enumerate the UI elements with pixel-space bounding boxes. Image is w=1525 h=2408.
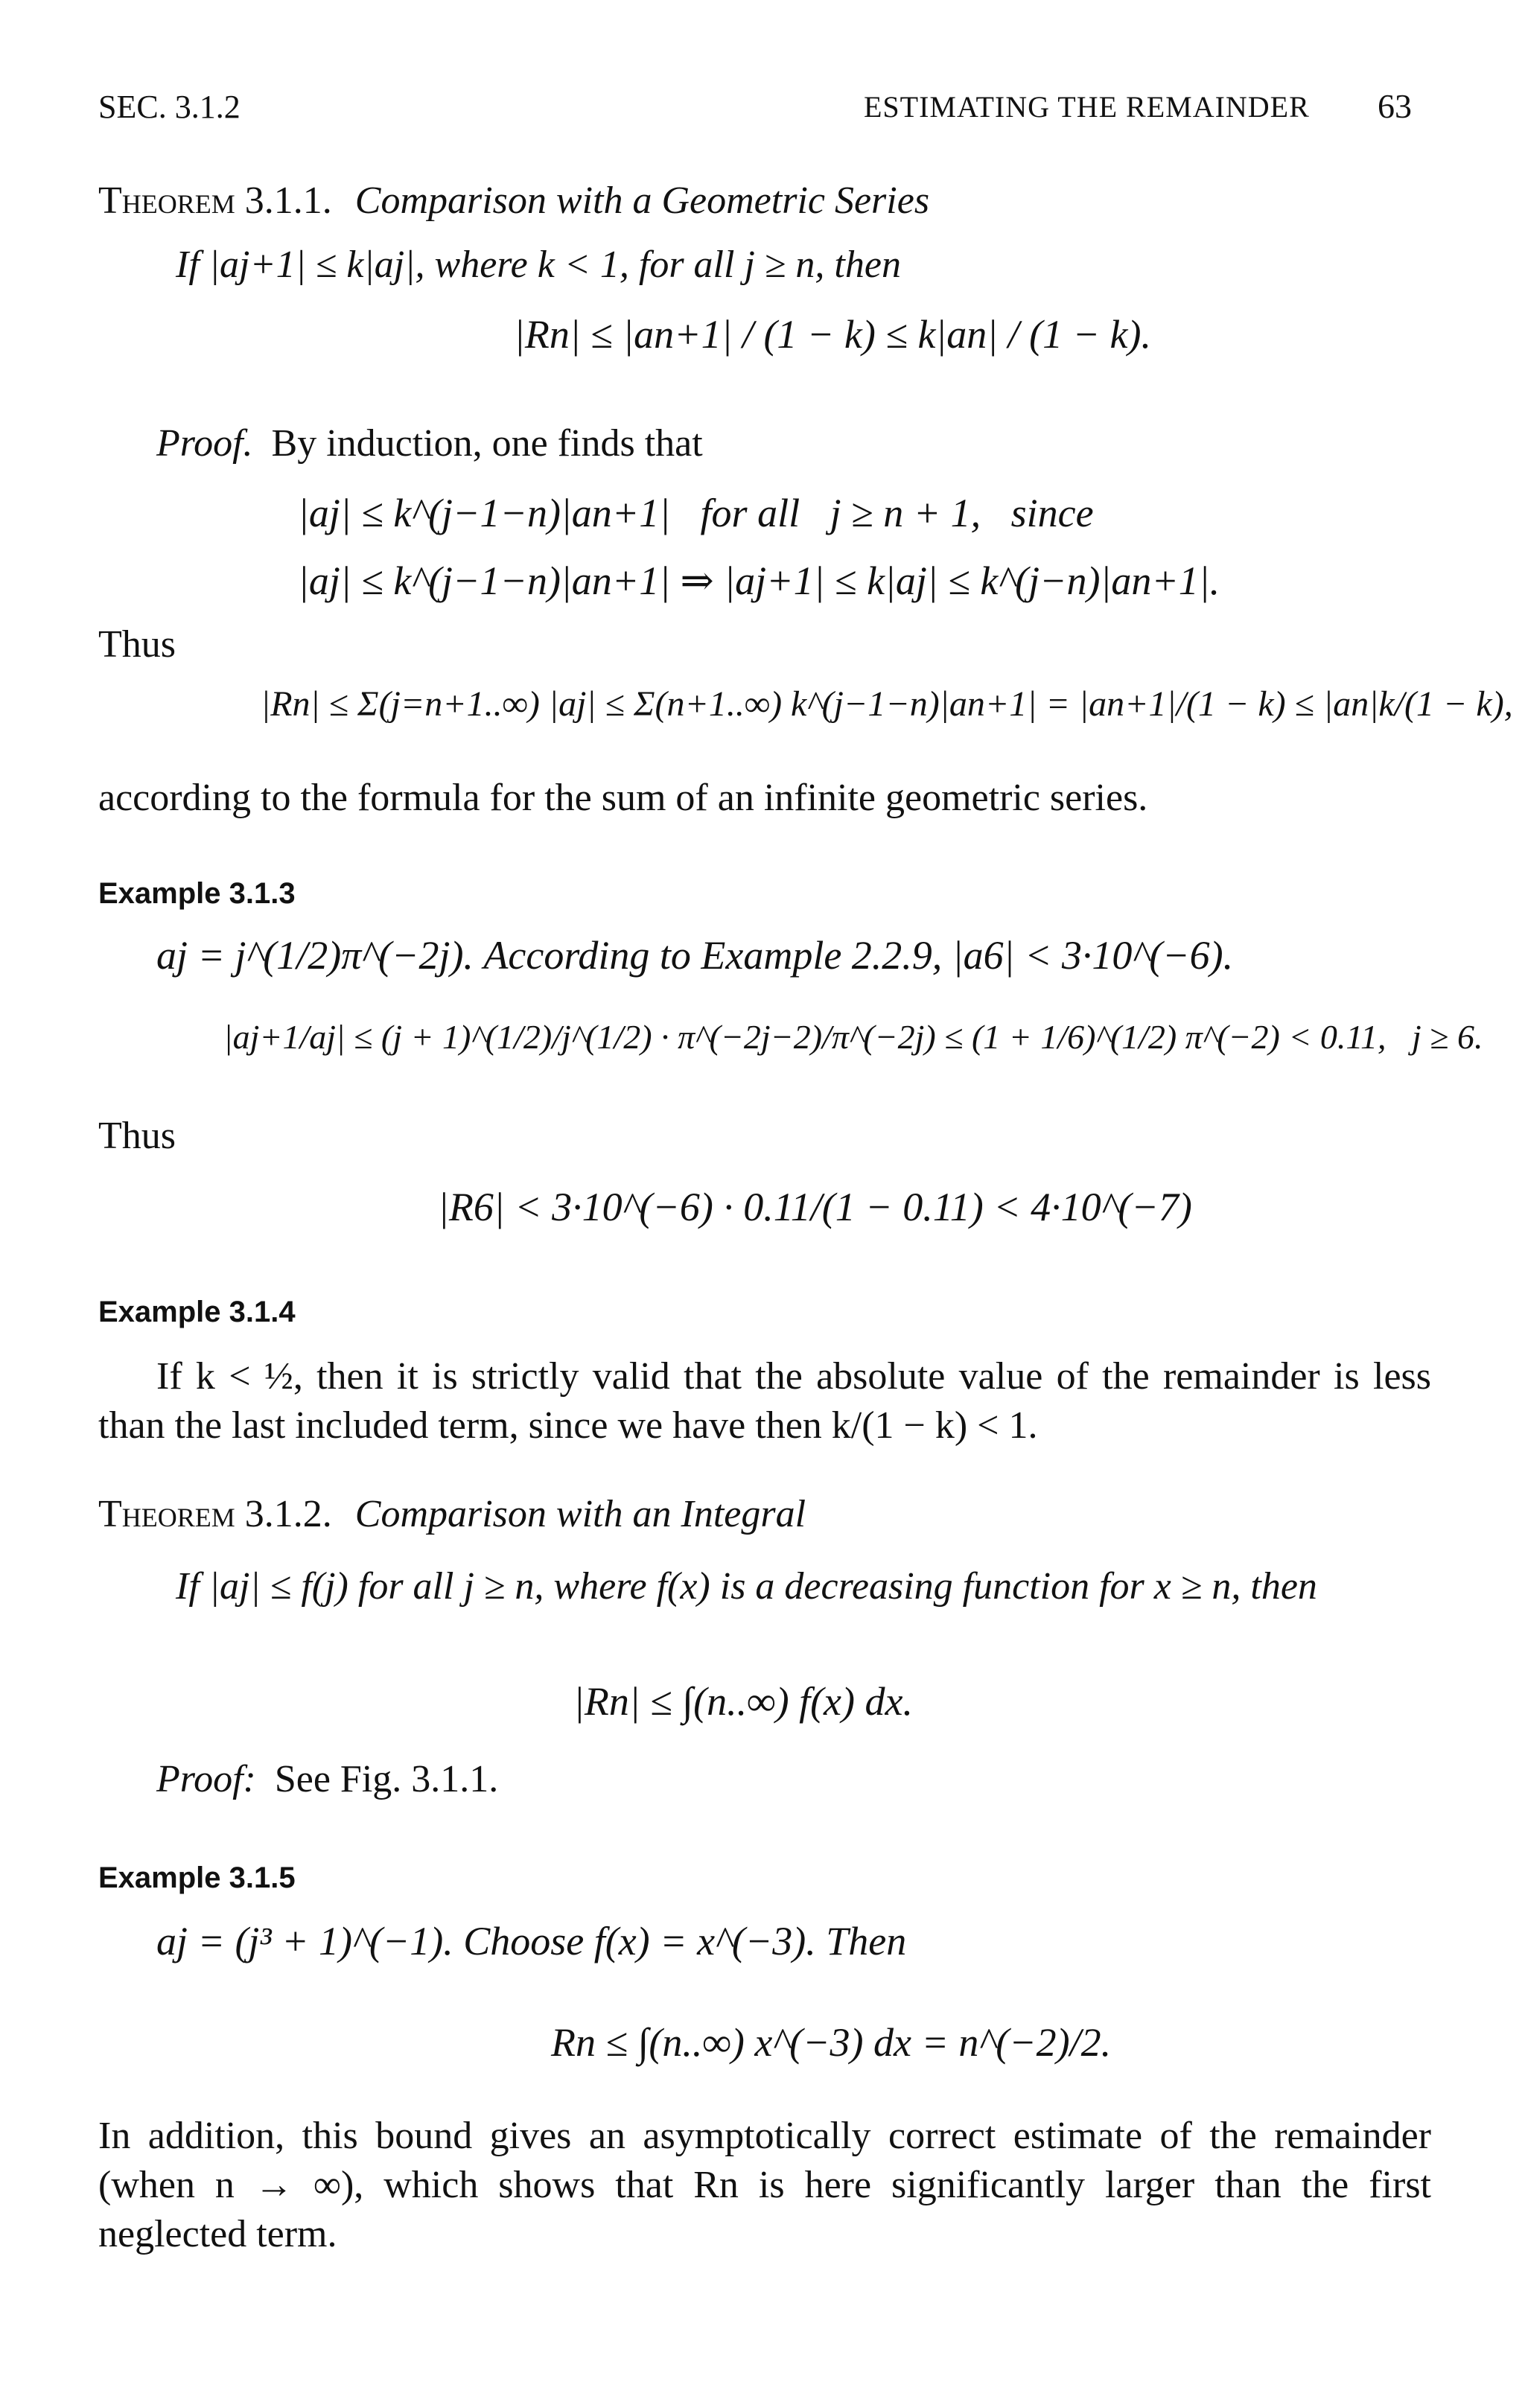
theorem-3-1-2-heading	[98, 1492, 806, 1536]
proof-text: See Fig. 3.1.1.	[274, 1758, 499, 1800]
proof-line-1: |aj| ≤ k^(j−1−n)|an+1| for all j ≥ n + 1, since	[298, 491, 1094, 535]
proof-2	[156, 1757, 498, 1801]
example-3-1-5-text: In addition, this bound gives an asymptotically correct estimate of the remainder (when n → ∞), which shows that Rn is here significantly larger than the first neglected term.	[98, 2115, 1431, 2255]
page-number: 63	[1378, 87, 1412, 125]
theorem-3-1-1-heading	[98, 179, 929, 223]
header-section: SEC. 3.1.2	[98, 89, 241, 125]
example-3-1-3-heading: Example 3.1.3	[98, 877, 296, 910]
theorem-label: Theorem 3.1.1.	[98, 179, 332, 222]
thus-label-1: Thus	[98, 623, 176, 666]
example-3-1-4-heading: Example 3.1.4	[98, 1296, 296, 1328]
example-3-1-4-text: If k < ½, then it is strictly valid that the absolute value of the remainder is less than the last included term, since we have then k/(1 − k) < 1.	[98, 1355, 1431, 1447]
example-3-1-5-heading: Example 3.1.5	[98, 1861, 296, 1894]
proof-label: Proof.	[156, 422, 253, 465]
theorem-name: Comparison with an Integral	[354, 1493, 806, 1535]
theorem-name: Comparison with a Geometric Series	[354, 179, 930, 222]
theorem-3-1-1-formula: |Rn| ≤ |an+1| / (1 − k) ≤ k|an| / (1 − k).	[514, 312, 1151, 357]
thus-label-2: Thus	[98, 1115, 176, 1157]
theorem-label: Theorem 3.1.2.	[98, 1493, 332, 1535]
theorem-3-1-2-formula: |Rn| ≤ ∫(n..∞) f(x) dx.	[573, 1679, 913, 1724]
proof-label: Proof:	[156, 1758, 256, 1800]
proof-text: By induction, one finds that	[271, 422, 703, 465]
example-3-1-5-formula: Rn ≤ ∫(n..∞) x^(−3) dx = n^(−2)/2.	[551, 2020, 1112, 2065]
header-title: ESTIMATING THE REMAINDER	[864, 90, 1310, 124]
proof-1	[156, 421, 703, 465]
example-3-1-3-line-1: aj = j^(1/2)π^(−2j). According to Example 2.2.9, |a6| < 3·10^(−6).	[156, 933, 1234, 978]
theorem-conclusion: according to the formula for the sum of an infinite geometric series.	[98, 777, 1148, 819]
example-3-1-5-line-1: aj = (j³ + 1)^(−1). Choose f(x) = x^(−3). Then	[156, 1919, 907, 1963]
theorem-3-1-2-statement: If |aj| ≤ f(j) for all j ≥ n, where f(x) is a decreasing function for x ≥ n, then	[176, 1565, 1317, 1608]
geometric-sum-formula: |Rn| ≤ Σ(j=n+1..∞) |aj| ≤ Σ(n+1..∞) k^(j−1−n)|an+1| = |an+1|/(1 − k) ≤ |an|k/(1 − k),	[261, 684, 1513, 724]
theorem-3-1-1-statement: If |aj+1| ≤ k|aj|, where k < 1, for all j ≥ n, then	[176, 243, 901, 286]
example-3-1-3-result: |R6| < 3·10^(−6) · 0.11/(1 − 0.11) < 4·10^(−7)	[438, 1185, 1192, 1229]
example-3-1-3-ratio: |aj+1/aj| ≤ (j + 1)^(1/2)/j^(1/2) · π^(−2j−2)/π^(−2j) ≤ (1 + 1/6)^(1/2) π^(−2) < 0.11, j ≥ 6.	[223, 1018, 1483, 1056]
proof-line-2: |aj| ≤ k^(j−1−n)|an+1| ⇒ |aj+1| ≤ k|aj| ≤ k^(j−n)|an+1|.	[298, 558, 1220, 603]
